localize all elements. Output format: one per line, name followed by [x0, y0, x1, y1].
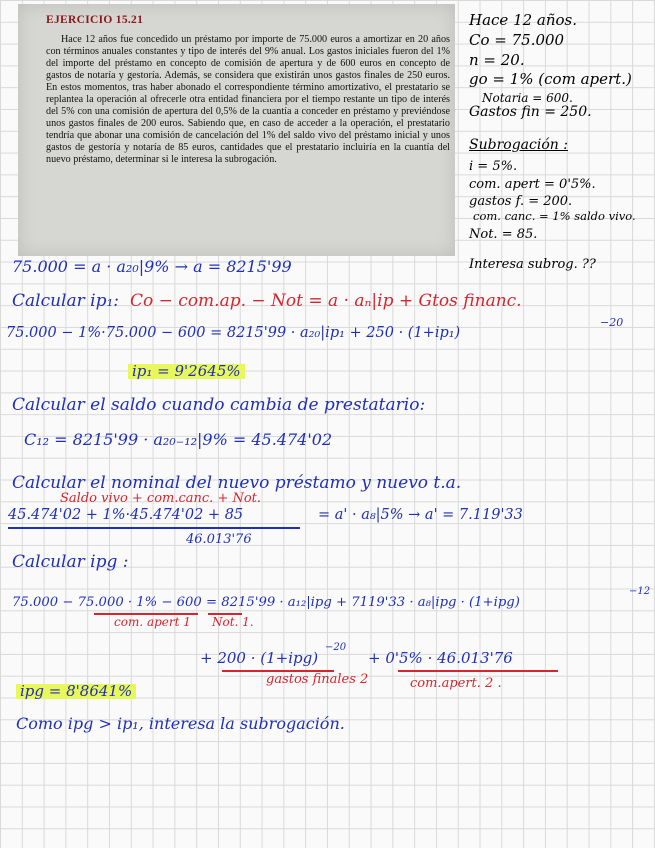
- ip1-exponent: −20: [600, 316, 624, 329]
- exercise-statement: Hace 12 años fue concedido un préstamo por importe de 75.000 euros a amortizar en 20 años con términos anuales constantes y tipo de interés del 9% anual. Los gastos iniciales fueron del 1% del importe del préstamo en concepto de comisión de apertura y de 600 euros en concepto de gastos de notaría y gestoría. Además, se considera que existirán unos gastos finales de 250 euros. En estos momentos, tras haber abonado el correspondiente término amortizativo, el prestatario se replantea la operación al ofrecerle otra entidad financiera por el tiempo restante un tipo de interés del 5% con una comisión de apertura del 0,5% de la cuantía a conceder en préstamo y previéndose unos gastos finales de 200 euros. Sabiendo que, en caso de acceder a la operación, el prestatario tendría que abonar una comisión de cancelación del 1% del saldo vivo del préstamo inicial y unos gastos de gestoría y notaría de 85 euros, cantidades que el prestatario incluiría en la cuantía del nuevo préstamo, determinar si le interesa la subrogación.: [46, 34, 450, 166]
- ipg-annotation-opening-fee: com. apert 1: [114, 615, 191, 629]
- ipg-result: ipg = 8'8641%: [16, 684, 136, 699]
- exercise-card: [18, 4, 455, 256]
- nominal-annotation: Saldo vivo + com.canc. + Not.: [60, 491, 262, 506]
- ipg-annotation-final-expenses: gastos finales 2: [266, 672, 369, 687]
- ipg-heading: Calcular ipg :: [12, 552, 129, 572]
- subrogation-notary: Not. = 85.: [469, 227, 538, 242]
- note-opening-fee: go = 1% (com apert.): [469, 70, 632, 88]
- ip1-result: ip₁ = 9'2645%: [128, 364, 245, 379]
- nominal-underline: [8, 527, 300, 529]
- note-notary: Notaria = 600.: [482, 91, 573, 105]
- exercise-title: EJERCICIO 15.21: [46, 14, 144, 26]
- note-final-expenses: Gastos fin = 250.: [469, 104, 592, 120]
- note-years: Hace 12 años.: [469, 11, 578, 29]
- ipg-annotation-notary: Not. 1.: [212, 615, 254, 629]
- nominal-heading: Calcular el nominal del nuevo préstamo y nuevo t.a.: [12, 473, 462, 493]
- ip1-heading: Calcular ip₁:: [12, 291, 120, 311]
- ipg-equation-line3: + 0'5% · 46.013'76: [368, 649, 513, 667]
- nominal-equation-right: = a' · a₈|5% → a' = 7.119'33: [318, 507, 523, 523]
- nominal-equation-left: 45.474'02 + 1%·45.474'02 + 85: [8, 507, 244, 523]
- nominal-sum: 46.013'76: [186, 532, 252, 547]
- subrogation-opening-fee: com. apert = 0'5%.: [469, 177, 596, 192]
- ip1-formula: Co − com.ap. − Not = a · aₙ|ip + Gtos financ.: [130, 291, 522, 311]
- subrogation-rate: i = 5%.: [469, 159, 518, 174]
- balance-equation: C₁₂ = 8215'99 · a₂₀₋₁₂|9% = 45.474'02: [24, 430, 333, 449]
- question-note: Interesa subrog. ??: [469, 257, 596, 272]
- ipg-exponent-2: −20: [325, 642, 347, 653]
- balance-heading: Calcular el saldo cuando cambia de prestatario:: [12, 395, 426, 415]
- conclusion: Como ipg > ip₁, interesa la subrogación.: [16, 714, 345, 733]
- ipg-equation-line2: + 200 · (1+ipg): [200, 649, 319, 667]
- ipg-equation-line1: 75.000 − 75.000 · 1% − 600 = 8215'99 · a₁₂|ipg + 7119'33 · a₈|ipg · (1+ipg): [12, 595, 520, 610]
- annuity-equation: 75.000 = a · a₂₀|9% → a = 8215'99: [12, 257, 292, 276]
- ipg-underline-4: [398, 670, 558, 672]
- subrogation-final-expenses: gastos f. = 200.: [469, 194, 573, 209]
- note-principal: Co = 75.000: [469, 31, 565, 49]
- ipg-annotation-opening-fee-2: com.apert. 2 .: [410, 676, 502, 691]
- subrogation-heading: Subrogación :: [469, 137, 568, 153]
- subrogation-cancel-fee: com. canc. = 1% saldo vivo.: [473, 209, 636, 223]
- ip1-equation: 75.000 − 1%·75.000 − 600 = 8215'99 · a₂₀|ip₁ + 250 · (1+ip₁): [6, 325, 461, 341]
- ipg-exponent: −12: [629, 586, 651, 597]
- note-term: n = 20.: [469, 51, 525, 69]
